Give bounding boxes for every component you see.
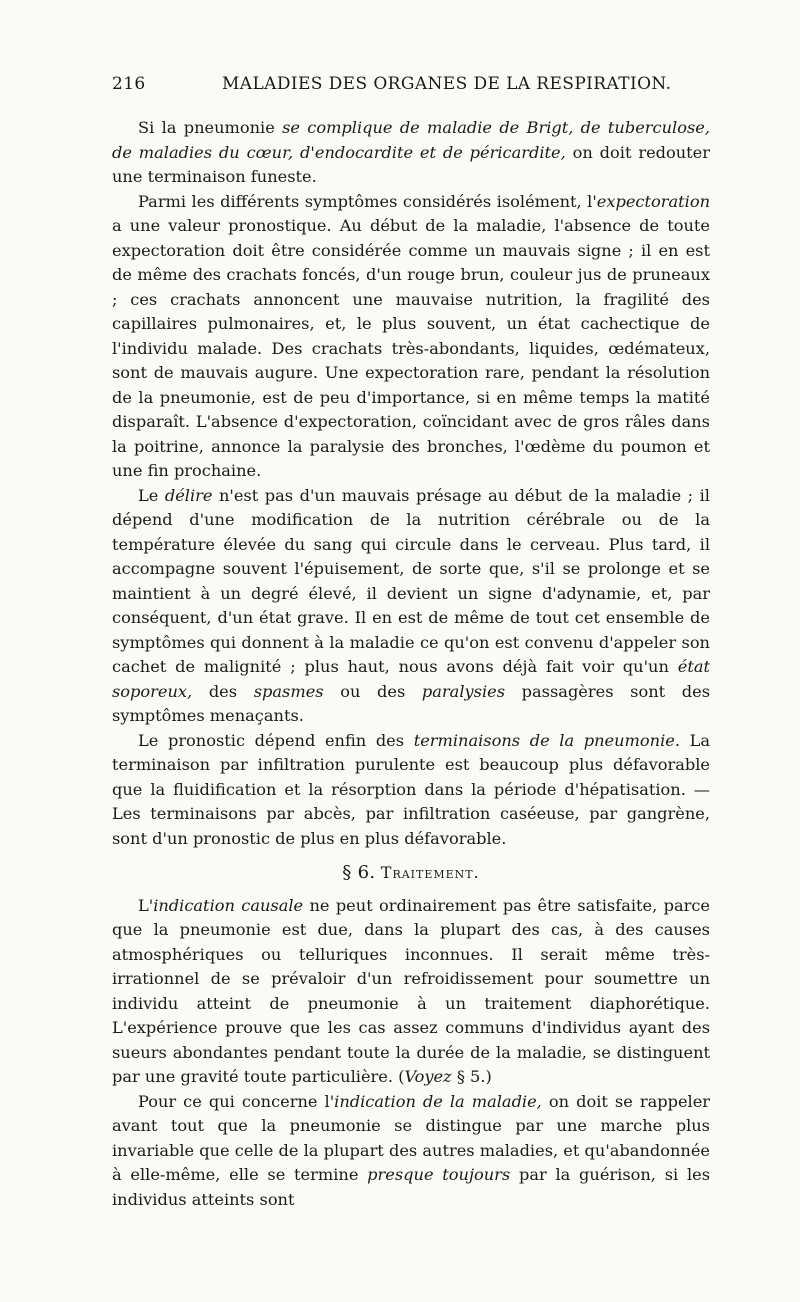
text-run: Pour ce qui concerne l' bbox=[138, 1091, 335, 1111]
section-heading bbox=[112, 851, 710, 894]
text-run: Parmi les différents symptômes considérés isolément, l' bbox=[138, 191, 597, 211]
text-run: ne peut ordinairement pas être satisfaite, parce que la pneumonie est due, dans la plupart des cas, à des causes atmosphériques ou telluriques inconnues. Il serait même très-irrationnel de se prévaloir d'un refroidissement pour soumettre un individu atteint de pneumonie à un traitement diaphorétique. L'expérience prouve que les cas assez communs d'individus ayant des sueurs abondantes pendant toute la durée de la maladie, se distinguent par une gravité toute particulière. ( bbox=[112, 895, 711, 1086]
paragraph-complications bbox=[112, 116, 710, 190]
text-run: Le bbox=[138, 485, 165, 505]
running-head bbox=[112, 74, 710, 98]
italic-run: se complique de maladie de Brigt, de tuberculose, de maladies du cœur, d'endocardite et de péricardite, bbox=[112, 118, 710, 162]
text-run: passagères sont des symptômes menaçants. bbox=[112, 681, 711, 725]
text-run: L' bbox=[138, 895, 154, 915]
italic-run: état soporeux, bbox=[112, 657, 710, 701]
text-run: a une valeur pronostique. Au début de la maladie, l'absence de toute expectoration doit être considérée comme un mauvais signe ; il en est de même des crachats foncés, d'un rouge brun, couleur jus de pruneaux ; ces crachats annoncent une mauvaise nutrition, la fragilité des capillaires pulmonaires, et, le plus souvent, un état cachectique de l'individu malade. Des crachats très-abondants, liquides, œdémateux, sont de mauvais augure. Une expectoration rare, pendant la résolution de la pneumonie, est de peu d'importance, si en même temps la matité disparaît. L'absence d'expectoration, coïncidant avec de gros râles dans la poitrine, annonce la paralysie des bronches, l'œdème du poumon et une fin prochaine. bbox=[112, 216, 710, 480]
italic-run: paralysies bbox=[421, 681, 506, 701]
paragraph-terminaisons bbox=[112, 729, 710, 852]
italic-run: spasmes bbox=[253, 681, 324, 701]
italic-run: indication causale bbox=[153, 895, 304, 915]
italic-run: terminaisons de la pneumonie. bbox=[413, 730, 680, 750]
text-run: ou des bbox=[323, 681, 422, 701]
italic-run: presque toujours bbox=[367, 1165, 511, 1184]
text-run: par la guérison, si les individus atteints sont bbox=[112, 1165, 711, 1209]
text-run: Le pronostic dépend enfin des bbox=[138, 730, 414, 750]
body-text bbox=[112, 116, 710, 1212]
text-run: on doit redouter une terminaison funeste. bbox=[112, 142, 710, 186]
paragraph-indication-maladie bbox=[112, 1090, 710, 1213]
italic-run: indication de la maladie, bbox=[334, 1091, 542, 1111]
italic-run: délire bbox=[164, 485, 213, 505]
running-title: MALADIES DES ORGANES DE LA RESPIRATION. bbox=[222, 74, 672, 94]
text-run: n'est pas d'un mauvais présage au début de la maladie ; il dépend d'une modification de la nutrition cérébrale ou de la température élevée du sang qui circule dans le cerveau. Plus tard, il accompagne souvent l'épuisement, de sorte que, s'il se prolonge et se maintient à un degré élevé, il devient un signe d'adynamie, et, par conséquent, d'un état grave. Il en est de même de tout cet ensemble de symptômes qui donnent à la maladie ce qu'on est convenu d'appeler son cachet de malignité ; plus haut, nous avons déjà fait voir qu'un bbox=[112, 485, 710, 676]
section-title: Traitement. bbox=[380, 863, 480, 882]
paragraph-delire bbox=[112, 484, 710, 729]
text-run: on doit se rappeler avant tout que la pneumonie se distingue par une marche plus invariable que celle de la plupart des autres maladies, et qu'abandonnée à elle-même, elle se termine bbox=[112, 1091, 711, 1184]
paragraph-expectoration bbox=[112, 190, 710, 484]
paragraph-indication-causale bbox=[112, 894, 710, 1090]
italic-run: Voyez bbox=[404, 1067, 452, 1086]
section-number: § 6. bbox=[342, 862, 376, 883]
text-run: La terminaison par infiltration purulente est beaucoup plus défavorable que la fluidification et la résorption dans la période d'hépatisation. — Les terminaisons par abcès, par infiltration caséeuse, par gangrène, sont d'un pronostic de plus en plus défavorable. bbox=[112, 730, 710, 848]
text-run: § 5.) bbox=[451, 1067, 492, 1086]
italic-run: expectoration bbox=[596, 191, 710, 211]
page-number: 216 bbox=[112, 74, 146, 94]
text-run: des bbox=[192, 681, 254, 701]
text-run: Si la pneumonie bbox=[138, 118, 283, 137]
